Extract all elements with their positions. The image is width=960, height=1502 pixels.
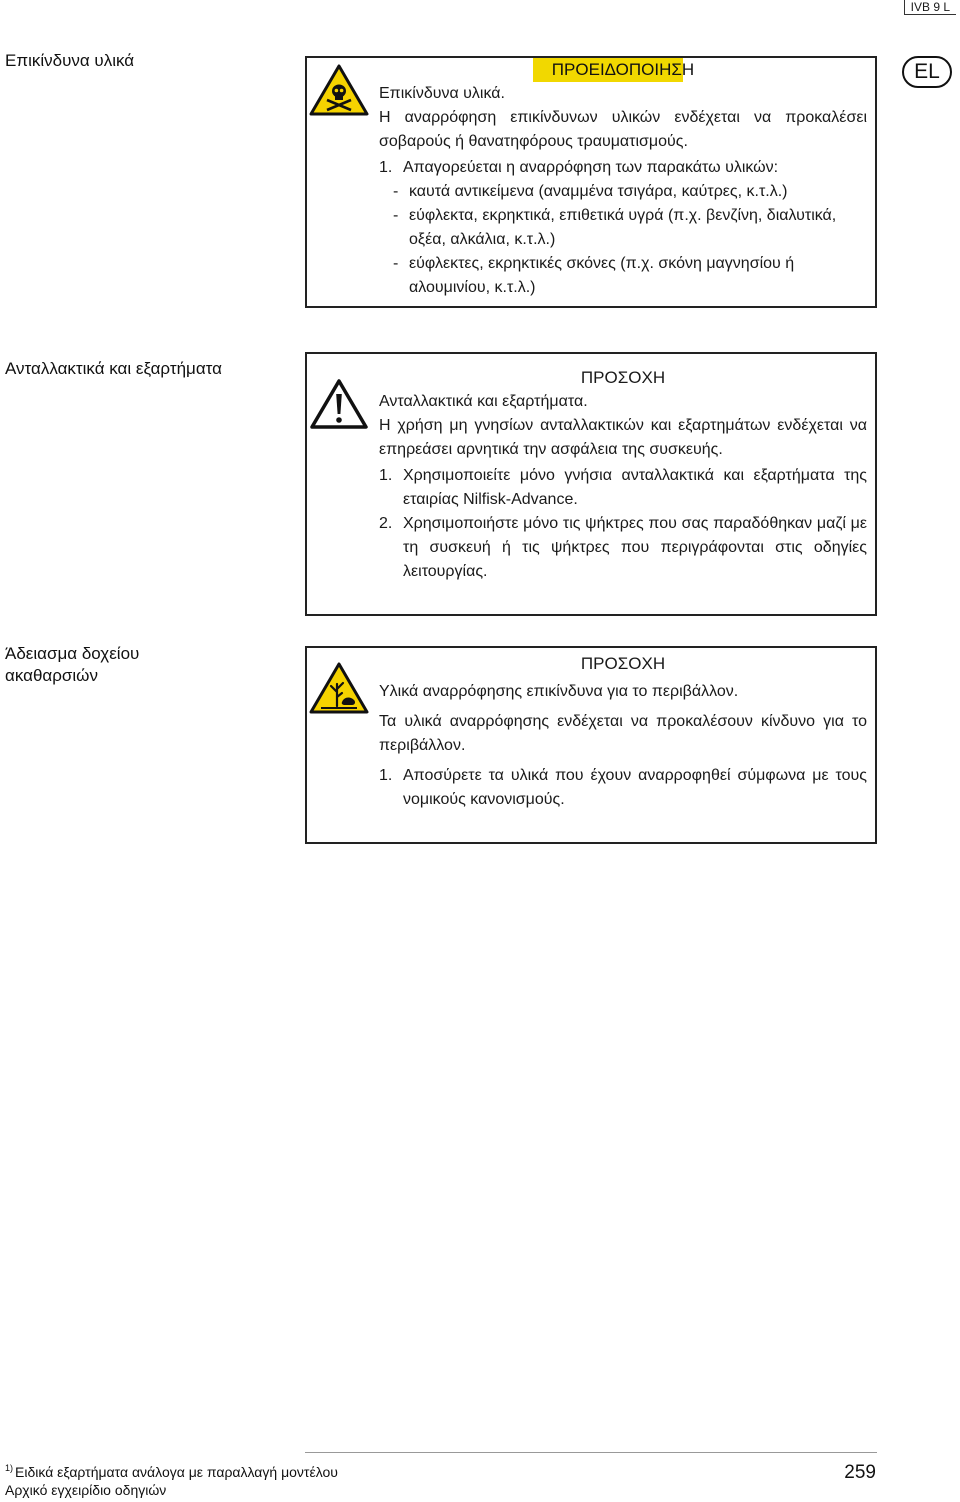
caution-subject: Ανταλλακτικά και εξαρτήματα. — [379, 393, 588, 410]
section-heading-hazardous-materials: Επικίνδυνα υλικά — [5, 51, 135, 70]
environment-hazard-icon — [309, 662, 369, 714]
page-number: 259 — [844, 1462, 876, 1483]
caution-box-spare-parts — [305, 352, 877, 616]
step-item: 1. Αποσύρετε τα υλικά που έχουν αναρροφηθεί σύμφωνα με τους νομικούς κανονισμούς. — [379, 767, 867, 808]
section-heading-spare-parts: Ανταλλακτικά και εξαρτήματα — [5, 359, 222, 378]
step-item: 2. Χρησιμοποιήστε μόνο τις ψήκτρες που σας παραδόθηκαν μαζί με τη συσκευή ή τις ψήκτρες που περιγράφονται στις οδηγίες λειτουργίας. — [379, 515, 867, 580]
warning-title: ΠΡΟΕΙΔΟΠΟΙΗΣΗ — [379, 58, 867, 82]
warning-description: Η αναρρόφηση επικίνδυνων υλικών ενδέχεται να προκαλέσει σοβαρούς ή θανατηφόρους τραυματισμούς. — [379, 109, 867, 150]
prohibited-item: - καυτά αντικείμενα (αναμμένα τσιγάρα, καύτρες, κ.τ.λ.) — [393, 183, 788, 200]
caution-title: ΠΡΟΣΟΧΗ — [580, 368, 666, 387]
prohibited-item: - εύφλεκτα, εκρηκτικά, επιθετικά υγρά (π.χ. βενζίνη, διαλυτικά, οξέα, αλκάλια, κ.τ.λ.) — [393, 207, 837, 248]
step-item: 1. Απαγορεύεται η αναρρόφηση των παρακάτω υλικών: — [379, 159, 779, 176]
section-heading-emptying-container: Άδειασμα δοχείου ακαθαρσιών — [5, 644, 140, 685]
caution-description: Τα υλικά αναρρόφησης ενδέχεται να προκαλέσουν κίνδυνο για το περιβάλλον. — [379, 713, 867, 754]
caution-description: Η χρήση μη γνησίων ανταλλακτικών και εξαρτημάτων ενδέχεται να επηρεάσει αρνητικά την ασφάλεια της συσκευής. — [379, 417, 867, 458]
manual-type: Αρχικό εγχειρίδιο οδηγιών — [5, 1482, 167, 1498]
warning-subject: Επικίνδυνα υλικά. — [379, 85, 505, 102]
caution-box-environment — [305, 646, 877, 844]
model-label: IVB 9 L — [904, 0, 956, 15]
step-item: 1. Χρησιμοποιείτε μόνο γνήσια ανταλλακτικά και εξαρτήματα της εταιρίας Nilfisk-Advance. — [379, 467, 867, 508]
general-warning-exclamation-icon — [309, 378, 369, 430]
caution-title: ΠΡΟΣΟΧΗ — [580, 654, 666, 673]
footer-divider — [305, 1452, 877, 1453]
footnote: $^{1)}$ Ειδικά εξαρτήματα ανάλογα με παραλλαγή μοντέλου — [5, 1463, 338, 1480]
language-badge: EL — [902, 56, 952, 88]
warning-box-hazardous-materials — [305, 56, 877, 308]
prohibited-item: - εύφλεκτες, εκρηκτικές σκόνες (π.χ. σκόνη μαγνησίου ή αλουμινίου, κ.τ.λ.) — [393, 255, 795, 296]
caution-subject: Υλικά αναρρόφησης επικίνδυνα για το περιβάλλον. — [379, 683, 739, 700]
toxic-skull-warning-icon — [309, 64, 369, 116]
